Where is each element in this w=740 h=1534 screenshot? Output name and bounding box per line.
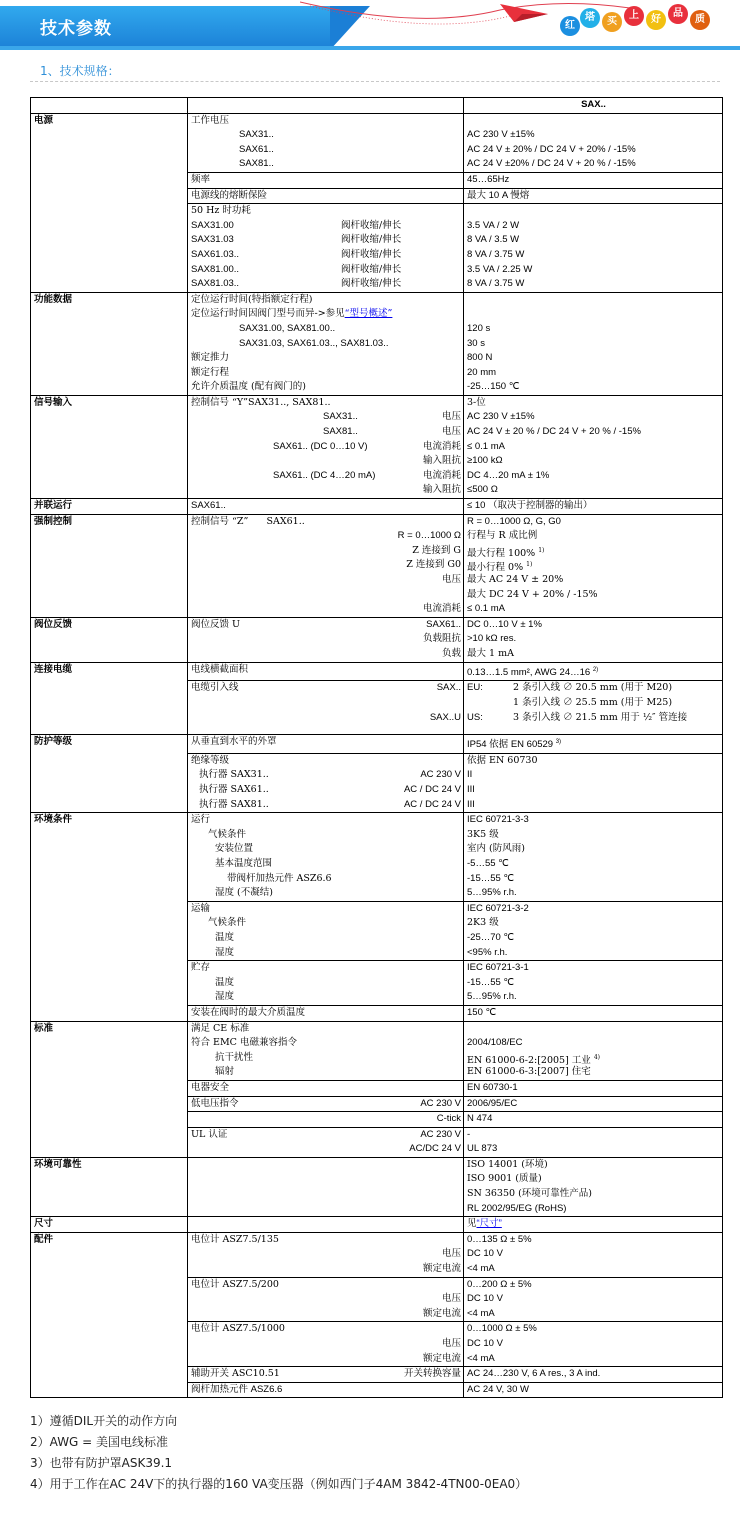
cell-value: DC 10 V (467, 1248, 503, 1260)
cell-value: SN 36350 (环境可靠性产品) (467, 1188, 592, 1200)
cell-value: ISO 14001 (环境) (467, 1158, 548, 1170)
cell-value: >10 kΩ res. (467, 633, 517, 645)
cell-text: 见 (467, 1218, 477, 1230)
cell-value: -5…55 ℃ (467, 858, 509, 869)
table-row (31, 499, 723, 515)
cell-text: 从垂直到水平的外罩 (188, 735, 464, 754)
cell-text: 基本温度范围 (215, 858, 273, 869)
cell-value: 8 VA / 3.75 W (467, 248, 525, 260)
cell-text: 湿度 (不凝结) (215, 887, 273, 899)
cell-text: 气候条件 (208, 917, 247, 929)
table-row (31, 735, 723, 754)
footnote: 2）AWG = 美国电线标准 (30, 1435, 169, 1449)
cell-text: 带阀杆加热元件 ASZ6.6 (227, 872, 332, 884)
cell-text: 负载阻抗 (422, 633, 461, 645)
swoosh-dots (310, 6, 510, 24)
table-header-row (31, 98, 723, 114)
footnote: 4）用于工作在AC 24V下的执行器的160 VA变压器（例如西门子4AM 3842-4TN00-0EA0） (30, 1477, 528, 1491)
cell-text: 安装位置 (215, 843, 254, 855)
banner-underline (0, 46, 740, 50)
cell-text: 安装在阀时的最大介质温度 (188, 1005, 464, 1021)
cell-text: 辅助开关 ASC10.51 (191, 1368, 280, 1380)
cell-value: DC 4…20 mA ± 1% (467, 469, 550, 481)
cell-text: 阀杆收缩/伸长 (341, 234, 402, 246)
slogan-char: 好 (646, 10, 666, 30)
cell-value: 150 ℃ (464, 1005, 723, 1021)
cell-text: SAX31.. (239, 129, 274, 141)
group-label-reliability: 环境可靠性 (31, 1157, 188, 1216)
cell-text: AC 230 V (420, 769, 461, 781)
cell-text: 电缆引入线 (191, 682, 239, 694)
cell-text: 频率 (188, 172, 464, 188)
cell-text: 电器安全 (188, 1080, 464, 1096)
cell-text: 电源线的熔断保险 (188, 188, 464, 204)
slogan-char: 品 (668, 4, 688, 24)
cell-value: AC 24 V ±20% / DC 24 V + 20 % / -15% (467, 158, 636, 170)
cell-value: 0…200 Ω ± 5% (467, 1278, 532, 1290)
cell-value: AC 230 V ±15% (467, 129, 535, 141)
cell-value: II (467, 769, 473, 781)
cell-text: EU: (467, 682, 483, 694)
cell-value: - (467, 1128, 471, 1140)
cell-value: IEC 60721-3-1 (467, 962, 529, 974)
group-label-connection: 连接电缆 (31, 662, 188, 735)
footnote: 1）遵循DIL开关的动作方向 (30, 1414, 178, 1428)
cell-value: III (467, 798, 475, 810)
cell-value: -25…150 ℃ (467, 381, 520, 393)
cell-text: SAX61.. (DC 0…10 V) (273, 440, 368, 452)
cell-value: 3 条引入线 ∅ 21.5 mm 用于 ½″ 管连接 (513, 711, 688, 723)
cell-text: 电压 (441, 1293, 461, 1305)
cell-value: 行程与 R 成比例 (467, 530, 538, 542)
cell-value: 最小行程 0% (467, 562, 524, 573)
cell-text: 允许介质温度 (配有阀门的) (191, 381, 306, 393)
cell-text: 电流消耗 (422, 603, 461, 615)
cell-value: <4 mA (467, 1307, 495, 1319)
cell-text: 阀杆收缩/伸长 (341, 248, 402, 260)
slogan (560, 2, 740, 42)
cell-text: C-tick (436, 1113, 461, 1125)
table-row (31, 662, 723, 681)
cell-text: AC/DC 24 V (409, 1143, 461, 1155)
cell-text: 湿度 (215, 991, 235, 1003)
cell-text: 辐射 (215, 1066, 235, 1078)
cell-value: 8 VA / 3.75 W (467, 278, 525, 290)
cell-value: <4 mA (467, 1352, 495, 1364)
group-label-protection: 防护等级 (31, 735, 188, 813)
footnotes (30, 1411, 527, 1495)
group-label-dimensions: 尺寸 (31, 1217, 188, 1233)
cell-text: SAX61.. (188, 499, 464, 515)
cell-value: 3-位 (467, 396, 486, 408)
page-title: 技术参数 (40, 19, 112, 39)
cell-text: 贮存 (191, 962, 211, 974)
cell-text: SAX81.. (239, 158, 274, 170)
table-row (31, 514, 723, 617)
table-row (31, 1232, 723, 1277)
cell-text: 电位计 ASZ7.5/135 (191, 1233, 279, 1245)
footnote: 3）也带有防护罩ASK39.1 (30, 1456, 173, 1470)
header-banner (0, 0, 740, 50)
group-label-parallel: 并联运行 (31, 499, 188, 515)
cell-text: 控制信号 “Y”SAX31.., SAX81.. (191, 396, 331, 408)
cell-text: US: (467, 711, 483, 723)
cell-value: 0…1000 Ω ± 5% (467, 1323, 537, 1335)
cell-text: SAX81.. (323, 426, 358, 438)
table-row (31, 1157, 723, 1216)
cell-value: 5…95% r.h. (467, 991, 517, 1003)
cell-value: EN 61000-6-2:[2005] 工业 (467, 1054, 591, 1066)
cell-text: 额定电流 (422, 1307, 461, 1319)
cell-text: SAX61.. (426, 618, 461, 630)
cell-text: 定位运行时间因阀门型号而异->参见 (191, 308, 345, 320)
cell-text: 控制信号 “Z” (191, 515, 249, 527)
cell-value: 最大 AC 24 V ± 20% (467, 574, 564, 585)
slogan-char: 塔 (580, 8, 600, 28)
cell-text: 阀位反馈 U (191, 618, 241, 630)
cell-text: 湿度 (215, 946, 235, 958)
table-row (31, 292, 723, 395)
cell-value: <95% r.h. (467, 946, 508, 958)
cell-value: UL 873 (467, 1143, 498, 1155)
cell-text: 开关转换容量 (403, 1368, 461, 1380)
cell-value: III (467, 784, 475, 796)
cell-text: SAX.. (436, 682, 461, 694)
cell-text: 温度 (215, 931, 235, 943)
footnote-ref: 3) (555, 739, 562, 746)
cell-value: <4 mA (467, 1263, 495, 1275)
cell-text: 低电压指令 (191, 1097, 239, 1109)
cell-text: AC 230 V (420, 1128, 461, 1140)
cell-value: 2K3 级 (467, 917, 499, 929)
footnote-ref: 1) (526, 561, 533, 569)
dashed-divider (30, 81, 720, 82)
slogan-char: 买 (602, 12, 622, 32)
cell-text: 符合 EMC 电磁兼容指令 (191, 1037, 297, 1049)
cell-value: 2004/108/EC (467, 1037, 523, 1049)
cell-value: AC 230 V ±15% (467, 411, 535, 423)
cell-value: 最大 10 A 慢熔 (464, 188, 723, 204)
dimensions-link[interactable]: “尺寸” (476, 1218, 502, 1230)
cell-text: 电位计 ASZ7.5/1000 (191, 1323, 285, 1335)
cell-text: 额定行程 (191, 366, 230, 378)
cell-text: SAX..U (429, 711, 461, 723)
column-header: SAX.. (464, 98, 723, 114)
cell-value: 20 mm (467, 366, 497, 378)
cell-value: 8 VA / 3.5 W (467, 234, 520, 246)
cell-value: EN 60730-1 (464, 1080, 723, 1096)
cell-value: 2006/95/EC (464, 1096, 723, 1112)
cell-value: RL 2002/95/EG (RoHS) (467, 1202, 567, 1214)
cell-text: SAX61.. (DC 4…20 mA) (273, 469, 376, 481)
cell-text: SAX81.00.. (191, 263, 240, 275)
cell-text: SAX31.03 (191, 234, 234, 246)
group-label-standards: 标准 (31, 1021, 188, 1157)
table-row (31, 1217, 723, 1233)
cell-value: 依据 EN 60730 (467, 754, 538, 766)
cell-value: 800 N (467, 352, 493, 364)
cell-text: SAX61.. (239, 143, 274, 155)
cell-text: SAX31.00, SAX81.00.. (239, 322, 336, 334)
cell-text: 50 Hz 时功耗 (191, 205, 251, 217)
cell-text: 运输 (191, 902, 211, 914)
cell-value: AC 24 V, 30 W (464, 1382, 723, 1398)
cell-text: 执行器 SAX31.. (199, 769, 269, 781)
cell-text: 电压 (441, 411, 461, 423)
cell-text: SAX61.. (266, 515, 305, 527)
cell-text: 输入阻抗 (422, 455, 461, 467)
group-label-feedback: 阀位反馈 (31, 617, 188, 662)
table-row (31, 395, 723, 498)
table-row (31, 813, 723, 902)
cell-text: 执行器 SAX61.. (199, 784, 269, 796)
model-overview-link[interactable]: “型号概述” (344, 308, 393, 320)
cell-text: 电压 (441, 1248, 461, 1260)
cell-value: 最大行程 100% (467, 547, 536, 559)
section-heading: 1、技术规格： (40, 64, 120, 78)
cell-text: 电压 (441, 426, 461, 438)
cell-text: 额定推力 (191, 352, 230, 364)
cell-text: 负载 (441, 647, 461, 659)
cell-text: SAX31.00 (191, 219, 234, 231)
cell-text: 电流消耗 (422, 469, 461, 481)
group-label-power: 电源 (31, 113, 188, 292)
cell-value: 5…95% r.h. (467, 887, 517, 899)
cell-text: SAX81.03.. (191, 278, 240, 290)
cell-value: DC 10 V (467, 1338, 503, 1349)
slogan-char: 红 (560, 16, 580, 36)
cell-value: IEC 60721-3-3 (467, 814, 529, 826)
cell-text: 气候条件 (208, 828, 247, 840)
cell-text: 定位运行时间(特指额定行程) (191, 293, 313, 305)
cell-text: 电压 (441, 1338, 461, 1349)
cell-text: 输入阻抗 (422, 484, 461, 496)
cell-value: IEC 60721-3-2 (467, 902, 529, 914)
table-row (31, 1021, 723, 1080)
cell-value: ISO 9001 (质量) (467, 1173, 542, 1185)
group-label-accessories: 配件 (31, 1232, 188, 1398)
cell-text: R = 0…1000 Ω (397, 530, 461, 542)
cell-text: Z 连接到 G (412, 544, 461, 556)
cell-value: 最大 DC 24 V + 20% / -15% (467, 588, 598, 600)
cell-text: 绝缘等级 (191, 754, 230, 766)
cell-value: ≤ 10 （取决于控制器的输出） (464, 499, 723, 515)
cell-text: 阀杆收缩/伸长 (341, 219, 402, 231)
cell-text: UL 认证 (191, 1128, 228, 1140)
cell-value: 0.13…1.5 mm², AWG 24…16 (467, 666, 591, 678)
cell-text: AC / DC 24 V (403, 784, 461, 796)
cell-value: 1 条引入线 ∅ 25.5 mm (用于 M25) (513, 696, 673, 708)
cell-value: -15…55 ℃ (467, 872, 515, 884)
table-row (31, 617, 723, 662)
cell-value: 2 条引入线 ∅ 20.5 mm (用于 M20) (513, 682, 673, 694)
cell-text: AC / DC 24 V (403, 798, 461, 810)
cell-text: 电线横截面积 (188, 662, 464, 681)
cell-text: 电流消耗 (422, 440, 461, 452)
cell-text: 阀杆加热元件 ASZ6.6 (188, 1382, 464, 1398)
slogan-char: 质 (690, 10, 710, 30)
cell-value: 0…135 Ω ± 5% (467, 1233, 532, 1245)
spec-table (30, 97, 723, 1398)
cell-text: 满足 CE 标准 (191, 1022, 250, 1034)
cell-value: 室内 (防风雨) (467, 843, 525, 855)
cell-value: 3K5 级 (467, 828, 499, 840)
cell-value: 3.5 VA / 2.25 W (467, 263, 533, 275)
cell-value: 120 s (467, 322, 491, 334)
cell-value: 30 s (467, 337, 485, 349)
cell-text: 额定电流 (422, 1352, 461, 1364)
cell-text: 抗干扰性 (215, 1051, 254, 1063)
cell-value: N 474 (464, 1112, 723, 1128)
cell-text: 温度 (215, 976, 235, 988)
cell-value: ≤500 Ω (467, 484, 498, 496)
cell-text: 阀杆收缩/伸长 (341, 263, 402, 275)
table-row (31, 113, 723, 172)
cell-value: ≤ 0.1 mA (467, 603, 505, 615)
cell-value: 3.5 VA / 2 W (467, 219, 520, 231)
cell-value: ≥100 kΩ (467, 455, 503, 467)
cell-value: EN 61000-6-3:[2007] 住宅 (467, 1066, 591, 1078)
cell-text: 执行器 SAX81.. (199, 798, 269, 810)
cell-value: ≤ 0.1 mA (467, 440, 505, 452)
cell-text: SAX31.03, SAX61.03.., SAX81.03.. (239, 337, 389, 349)
cell-text: 阀杆收缩/伸长 (341, 278, 402, 290)
cell-value: R = 0…1000 Ω, G, G0 (467, 515, 561, 527)
cell-text: Z 连接到 G0 (406, 559, 461, 571)
footnote-ref: 1) (538, 546, 545, 554)
group-label-signal: 信号输入 (31, 395, 188, 498)
cell-value: DC 10 V (467, 1293, 503, 1305)
cell-text: AC 230 V (420, 1097, 461, 1109)
cell-value: AC 24…230 V, 6 A res., 3 A ind. (464, 1367, 723, 1383)
cell-value: 最大 1 mA (467, 647, 514, 659)
group-label-forced: 强制控制 (31, 514, 188, 617)
cell-value: -25…70 ℃ (467, 931, 515, 943)
cell-value: -15…55 ℃ (467, 976, 515, 988)
cell-text: 额定电流 (422, 1263, 461, 1275)
footnote-ref: 4) (593, 1053, 601, 1061)
group-label-function: 功能数据 (31, 292, 188, 395)
cell-value: AC 24 V ± 20% / DC 24 V + 20% / -15% (467, 143, 636, 155)
cell-text: 工作电压 (191, 114, 230, 126)
cell-text: SAX31.. (323, 411, 358, 423)
group-label-environment: 环境条件 (31, 813, 188, 1021)
cell-value: IP54 依据 EN 60529 (467, 739, 554, 751)
footnote-ref: 2) (592, 666, 599, 673)
cell-value: 45…65Hz (464, 172, 723, 188)
cell-text: 电位计 ASZ7.5/200 (191, 1278, 279, 1290)
cell-text: 电压 (441, 574, 461, 585)
cell-value: AC 24 V ± 20 % / DC 24 V + 20 % / -15% (467, 426, 641, 438)
cell-text: SAX61.03.. (191, 248, 240, 260)
cell-text: 运行 (191, 814, 211, 826)
slogan-char: 上 (624, 6, 644, 26)
cell-value: DC 0…10 V ± 1% (467, 618, 542, 630)
